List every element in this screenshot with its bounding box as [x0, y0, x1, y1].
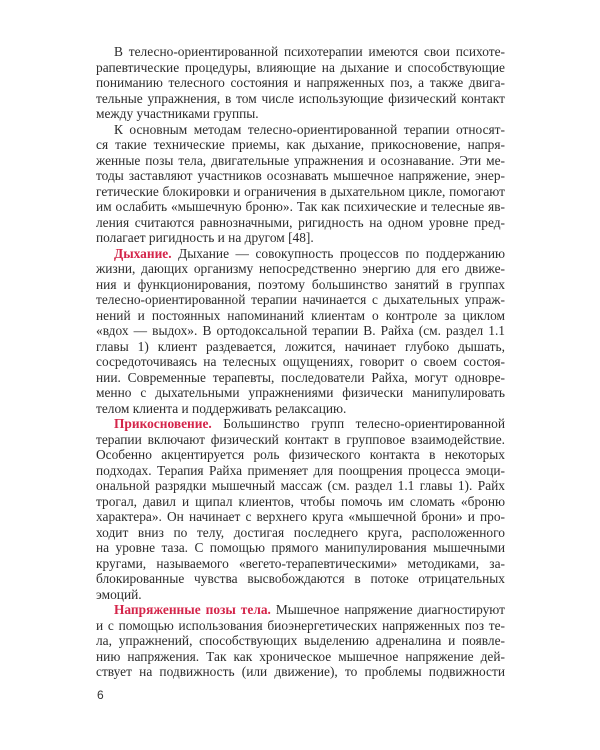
text-line	[96, 277, 505, 293]
inline-section-heading: Напряженные позы тела.	[114, 602, 271, 617]
text-line	[96, 106, 505, 122]
body-paragraph	[96, 246, 505, 417]
text-line	[96, 168, 505, 184]
line-text: между участниками группы.	[96, 106, 259, 121]
line-text: жизни, дающих организму непосредственно энергию для его движе-	[96, 261, 505, 276]
text-line	[96, 184, 505, 200]
text-line	[96, 416, 505, 432]
line-text: и с помощью использования биоэнергетических напряженных поз те-	[96, 617, 505, 633]
line-text: В телесно-ориентированной психотерапии имеются свои психоте-	[114, 44, 505, 59]
text-line	[96, 339, 505, 355]
line-text: Особенно акцентируется роль физического контакта в некоторых	[96, 447, 505, 462]
text-line	[96, 137, 505, 153]
line-text: телесно-ориентированной терапии начинается с дыхательных упраж-	[96, 292, 505, 307]
text-line	[96, 618, 505, 634]
line-text: ния и функционирования, поэтому большинство занятий в группах	[96, 276, 505, 292]
line-text: ся такие технические приемы, как дыхание, прикосновение, напря-	[96, 137, 505, 152]
page-number: 6	[97, 688, 104, 702]
line-text: женные позы тела, двигательные упражнения и осознавание. Эти ме-	[96, 152, 505, 168]
text-line	[96, 153, 505, 169]
line-text: К основным методам телесно-ориентированной терапии относят-	[114, 121, 505, 137]
text-line	[96, 447, 505, 463]
line-text: менно с дыхательными упражнениями физически манипулировать	[96, 385, 505, 400]
line-text: сосредоточиваясь на телесных ощущениях, говорит о своем состоя-	[96, 354, 505, 369]
text-line	[96, 478, 505, 494]
line-text: «вдох — выдох». В ортодоксальной терапии В. Райха (см. раздел 1.1	[96, 323, 505, 338]
line-text: эмоций.	[96, 586, 142, 602]
line-text: тоды заставляют участников осознавать мышечное напряжение, энер-	[96, 168, 505, 183]
text-line	[96, 60, 505, 76]
line-text: подходах. Терапия Райха применяет для поощрения процесса эмоци-	[96, 462, 505, 478]
line-text: трогал, давил и щипал клиентов, чтобы помочь им сломать «броню	[96, 493, 505, 509]
text-line	[96, 308, 505, 324]
line-text: кругами, называемого «вегето-терапевтическими» методиками, за-	[96, 555, 505, 571]
text-line	[96, 494, 505, 510]
text-line	[96, 432, 505, 448]
line-text: полагает ригидность и на другом [48].	[96, 230, 314, 245]
line-text: характера». Он начинает с верхнего круга «мышечной брони» и про-	[96, 509, 505, 524]
text-line	[96, 587, 505, 603]
text-line	[96, 463, 505, 479]
text-line	[96, 354, 505, 370]
line-text: блокированные чувства высвобождаются в потоке отрицательных	[96, 571, 505, 586]
line-text: телом клиента и поддерживать релаксацию.	[96, 400, 347, 416]
text-line	[96, 44, 505, 60]
text-line	[96, 385, 505, 401]
line-text: на уровне таза. С помощью прямого манипулирования мышечными	[96, 540, 505, 555]
text-line	[96, 230, 505, 246]
body-paragraph	[96, 602, 505, 680]
line-text: нений и постоянных напоминаний клиентам о контроле за циклом	[96, 307, 505, 323]
text-line	[96, 323, 505, 339]
inline-section-heading: Прикосновение.	[114, 416, 212, 431]
text-line	[96, 633, 505, 649]
line-text: тельные упражнения, в том числе использующие физический контакт	[96, 90, 505, 106]
text-line	[96, 91, 505, 107]
text-line	[96, 540, 505, 556]
line-text: ла, упражнений, способствующих выделению адреналина и появле-	[96, 633, 505, 648]
line-text: им ослабить «мышечную броню». Так как психические и телесные яв-	[96, 199, 505, 214]
text-line	[96, 370, 505, 386]
line-text: ствует на подвижность (или движение), то проблемы подвижности	[96, 664, 505, 679]
line-text: Мышечное напряжение диагностируют	[270, 602, 505, 617]
text-line	[96, 664, 505, 680]
line-text: рапевтические процедуры, влияющие на дыхание и способствующие	[96, 59, 505, 75]
text-line	[96, 246, 505, 262]
line-text: терапии включают физический контакт в групповое взаимодействие.	[96, 431, 505, 447]
line-text: гетические блокировки и ограничения в дыхательном цикле, помогают	[96, 183, 505, 199]
line-text: нии. Современные терапевты, последователи Райха, могут одновре-	[96, 369, 505, 385]
line-text: Дыхание — совокупность процессов по поддержанию	[171, 245, 505, 261]
line-text: Большинство групп телесно-ориентированной	[211, 416, 505, 431]
text-line	[96, 571, 505, 587]
text-line	[96, 199, 505, 215]
text-line	[96, 525, 505, 541]
text-line	[96, 649, 505, 665]
text-line	[96, 509, 505, 525]
body-paragraph	[96, 44, 505, 122]
line-text: ональной разрядки мышечный массаж (см. раздел 1.1 главы 1). Райх	[96, 478, 505, 493]
body-paragraph	[96, 416, 505, 602]
line-text: пониманию телесного состояния и напряженных поз, а также двига-	[96, 75, 505, 90]
body-paragraph	[96, 122, 505, 246]
text-line	[96, 401, 505, 417]
line-text: нию напряжения. Так как хроническое мышечное напряжение дей-	[96, 648, 505, 664]
text-line	[96, 122, 505, 138]
text-line	[96, 556, 505, 572]
text-line	[96, 292, 505, 308]
line-text: главы 1) клиент раздевается, ложится, начинает глубоко дышать,	[96, 338, 505, 354]
inline-section-heading: Дыхание.	[114, 245, 172, 261]
document-page	[96, 44, 505, 680]
text-line	[96, 261, 505, 277]
line-text: ходит вниз по телу, достигая последнего круга, расположенного	[96, 524, 505, 540]
line-text: ления считаются равнозначными, ригидность на одном уровне пред-	[96, 214, 505, 230]
text-line	[96, 75, 505, 91]
text-line	[96, 215, 505, 231]
text-line	[96, 602, 505, 618]
